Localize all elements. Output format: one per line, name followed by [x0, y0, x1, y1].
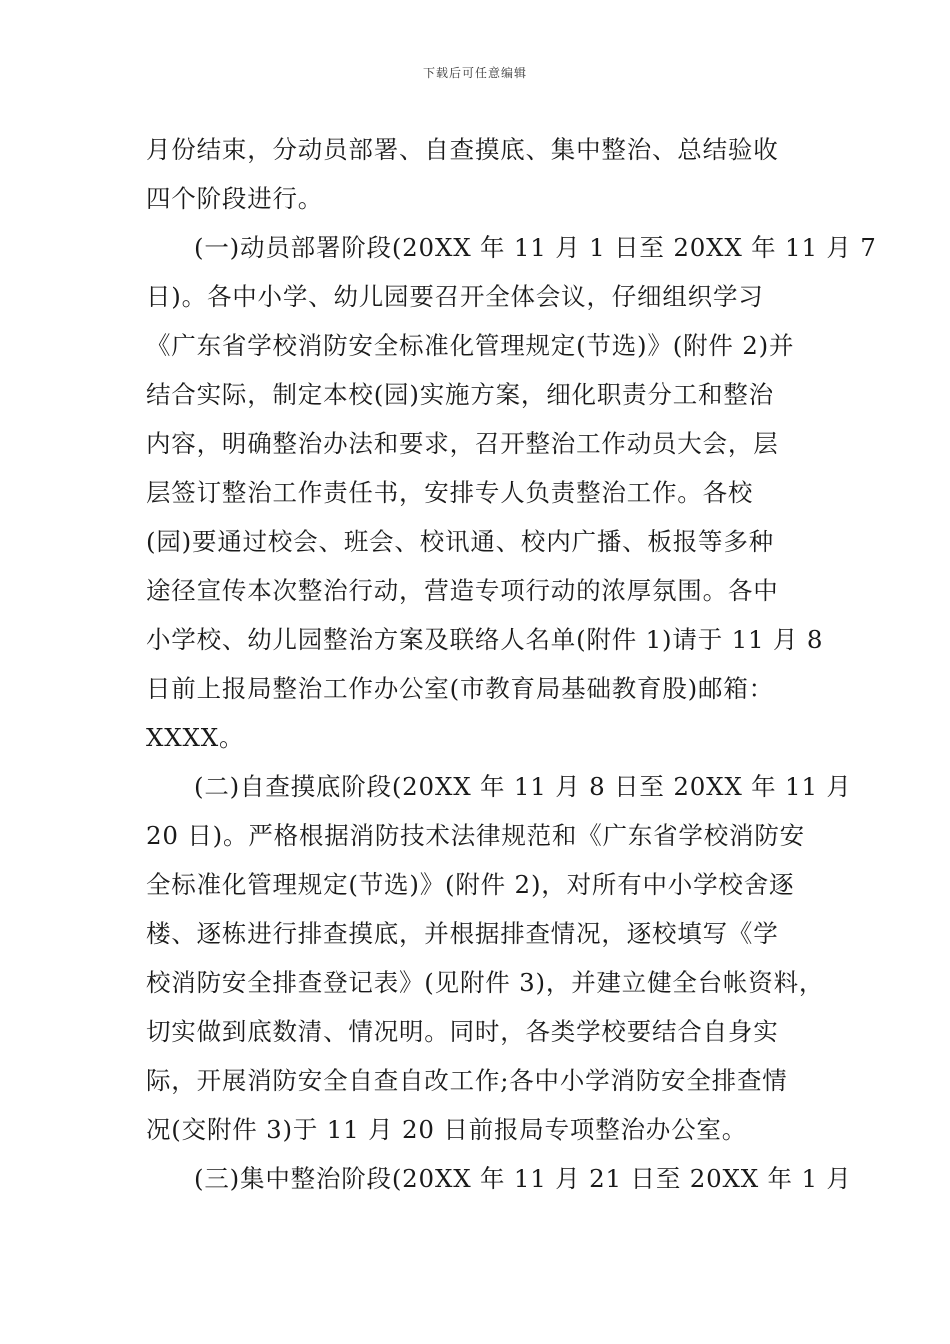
text-line: 内容，明确整治办法和要求，召开整治工作动员大会，层: [146, 429, 779, 458]
page-header-note: 下载后可任意编辑: [422, 66, 527, 80]
text-line: 20 日)。严格根据消防技术法律规范和《广东省学校消防安: [146, 821, 805, 850]
text-line: 况(交附件 3)于 11 月 20 日前报局专项整治办公室。: [146, 1115, 747, 1144]
text-line: XXXX。: [146, 723, 245, 752]
text-line: (二)自查摸底阶段(20XX 年 11 月 8 日至 20XX 年 11 月: [194, 772, 852, 801]
text-line: 日前上报局整治工作办公室(市教育局基础教育股)邮箱：: [146, 674, 774, 703]
text-line: 小学校、幼儿园整治方案及联络人名单(附件 1)请于 11 月 8: [146, 625, 824, 654]
text-line: 楼、逐栋进行排查摸底，并根据排查情况，逐校填写《学: [146, 919, 779, 948]
text-line: 途径宣传本次整治行动，营造专项行动的浓厚氛围。各中: [146, 576, 779, 605]
text-line: 结合实际，制定本校(园)实施方案，细化职责分工和整治: [146, 380, 774, 409]
text-line: 四个阶段进行。: [146, 184, 324, 213]
text-line: 月份结束，分动员部署、自查摸底、集中整治、总结验收: [146, 135, 779, 164]
text-line: 日)。各中小学、幼儿园要召开全体会议，仔细组织学习: [146, 282, 764, 311]
text-line: 际，开展消防安全自查自改工作;各中小学消防安全排查情: [146, 1066, 788, 1095]
text-line: (三)集中整治阶段(20XX 年 11 月 21 日至 20XX 年 1 月: [194, 1164, 852, 1193]
text-line: 《广东省学校消防安全标准化管理规定(节选)》(附件 2)并: [146, 331, 795, 360]
text-line: 切实做到底数清、情况明。同时，各类学校要结合自身实: [146, 1017, 779, 1046]
text-line: 全标准化管理规定(节选)》(附件 2)，对所有中小学校舍逐: [146, 870, 795, 899]
text-line: 校消防安全排查登记表》(见附件 3)，并建立健全台帐资料，: [146, 968, 825, 997]
text-line: (园)要通过校会、班会、校讯通、校内广播、板报等多种: [146, 527, 774, 556]
text-line: 层签订整治工作责任书，安排专人负责整治工作。各校: [146, 478, 754, 507]
text-line: (一)动员部署阶段(20XX 年 11 月 1 日至 20XX 年 11 月 7: [194, 233, 877, 262]
